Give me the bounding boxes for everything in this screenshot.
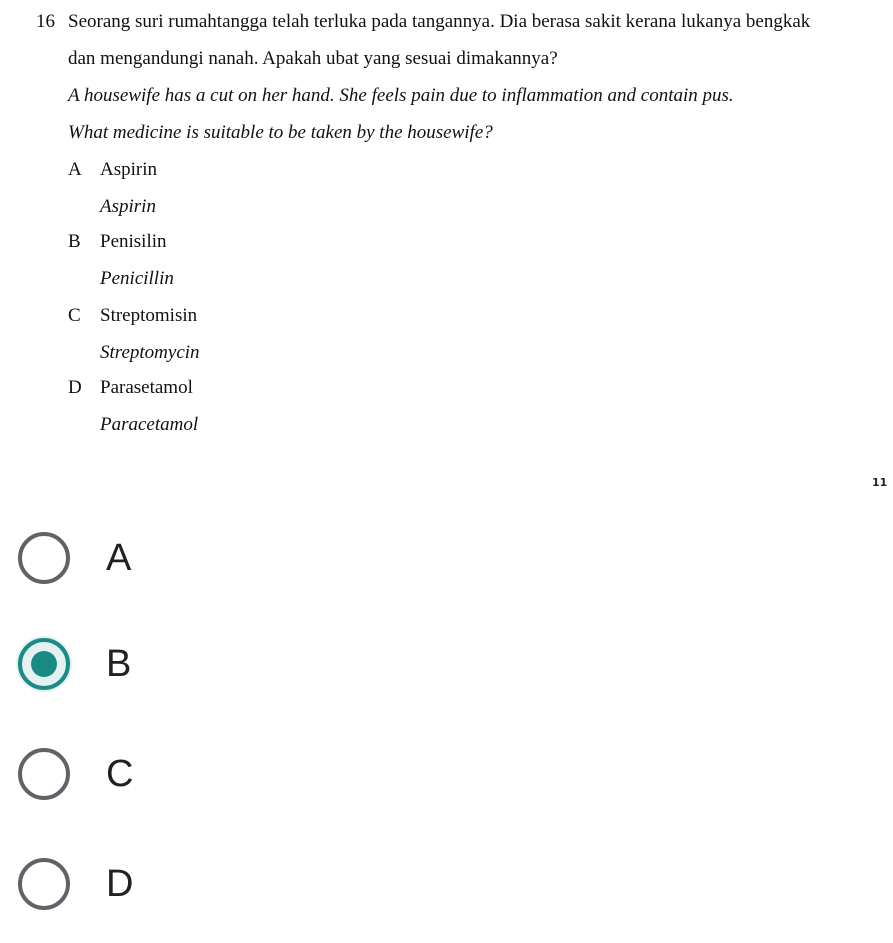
radio-unchecked-icon[interactable] [18,858,70,910]
choice-b[interactable] [14,632,274,696]
option-c-malay: Streptomisin [100,305,198,326]
question-malay-line-2: dan mengandungi nanah. Apakah ubat yang sesuai dimakannya? [68,48,558,69]
question-malay-line-1: Seorang suri rumahtangga telah terluka pada tangannya. Dia berasa sakit kerana lukanya bengkak [68,11,811,32]
option-d-letter: D [68,377,82,398]
choice-c[interactable] [14,742,274,806]
option-c-letter: C [68,305,81,326]
choice-c-label: C [106,753,134,795]
choice-d[interactable] [14,852,274,916]
option-a-malay: Aspirin [100,159,157,180]
option-d-malay: Parasetamol [100,377,193,398]
radio-checked-icon[interactable] [18,638,70,690]
option-b-malay: Penisilin [100,231,167,252]
option-d-english: Paracetamol [100,414,199,435]
question-english-line-1: A housewife has a cut on her hand. She feels pain due to inflammation and contain pus. [68,85,734,106]
option-a-english: Aspirin [100,196,156,217]
radio-unchecked-icon[interactable] [18,532,70,584]
option-b-letter: B [68,231,81,252]
page-number: 11 [872,476,888,489]
radio-dot [31,651,57,677]
radio-unchecked-icon[interactable] [18,748,70,800]
option-a-letter: A [68,159,82,180]
option-b-english: Penicillin [100,268,174,289]
question-number: 16 [36,11,55,32]
option-c-english: Streptomycin [100,342,200,363]
choice-b-label: B [106,643,132,685]
choice-a[interactable] [14,526,274,590]
choice-d-label: D [106,863,134,905]
choice-a-label: A [106,537,132,579]
question-english-line-2: What medicine is suitable to be taken by the housewife? [68,122,493,143]
